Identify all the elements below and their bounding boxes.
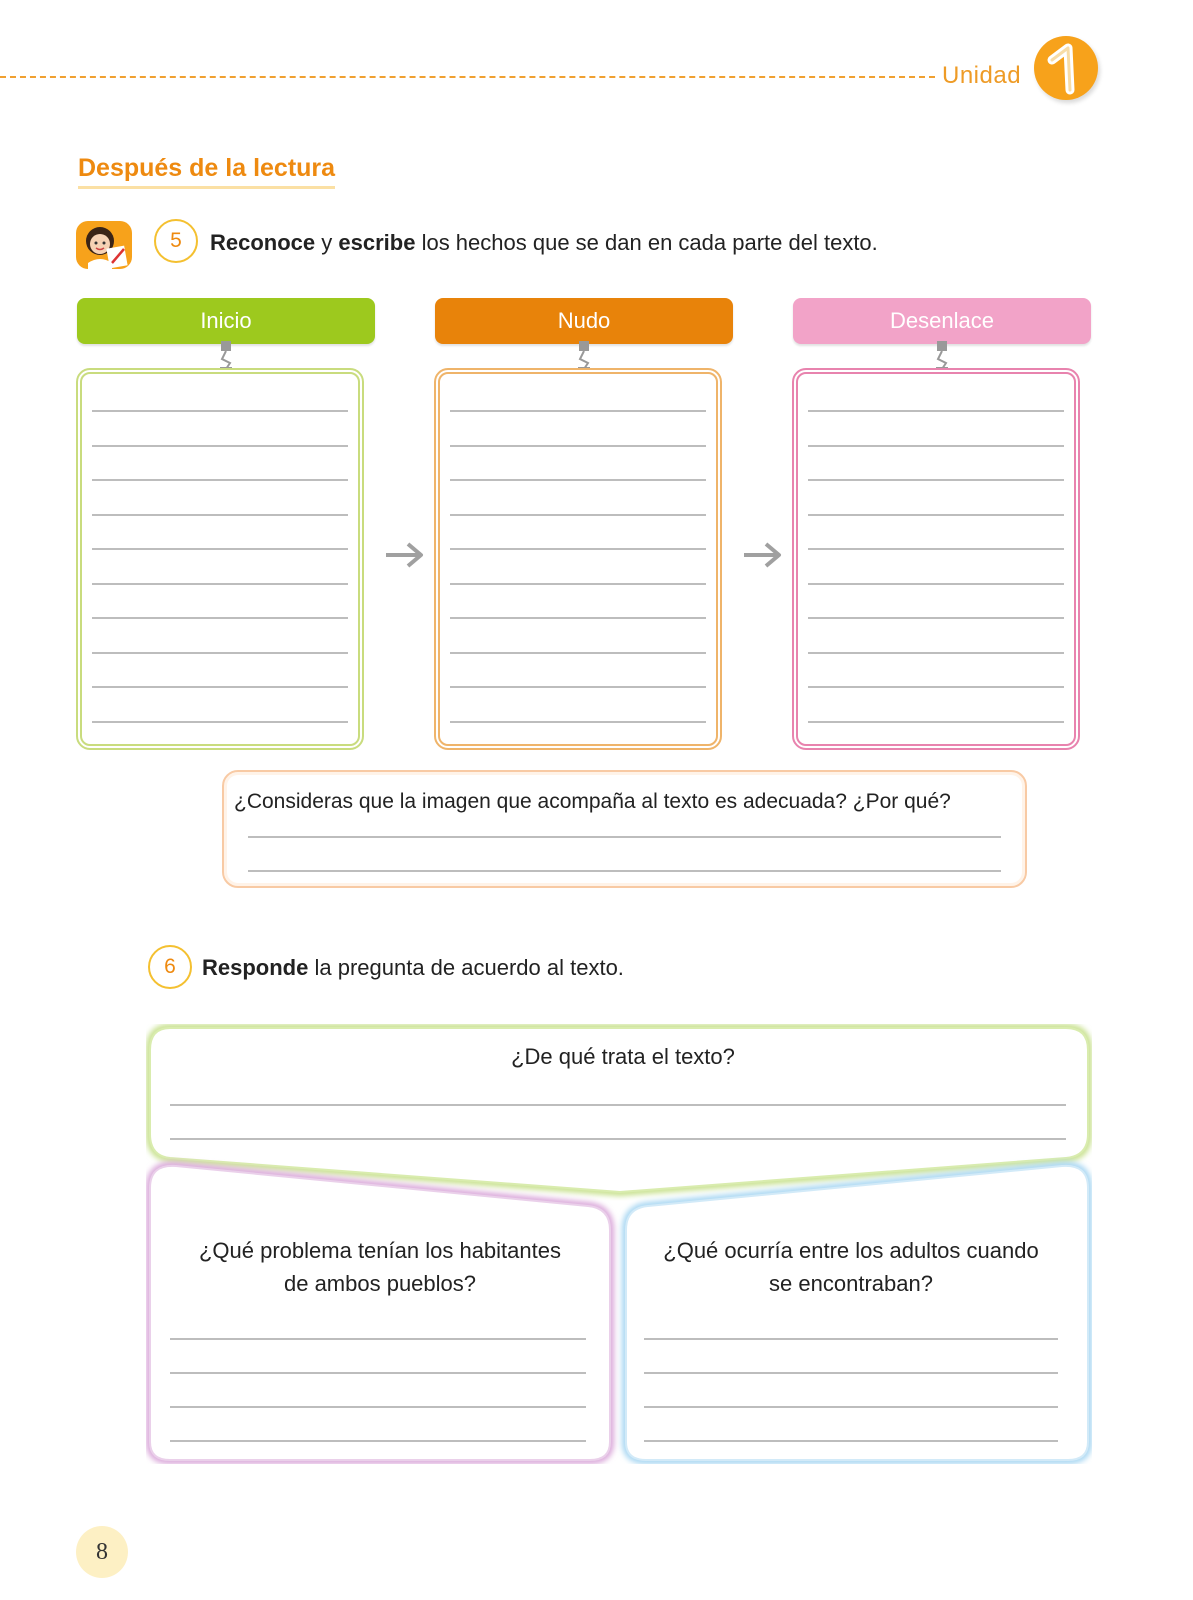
instruction-connector: y <box>315 230 339 255</box>
left-question-text <box>160 1234 600 1300</box>
answer-line[interactable] <box>450 445 706 447</box>
instruction-rest: los hechos que se dan en cada parte del texto. <box>415 230 878 255</box>
answer-line[interactable] <box>450 548 706 550</box>
answer-line[interactable] <box>450 479 706 481</box>
answer-line[interactable] <box>248 836 1001 838</box>
page-number: 8 <box>76 1526 128 1578</box>
answer-line[interactable] <box>170 1406 586 1408</box>
answer-line[interactable] <box>644 1406 1058 1408</box>
answer-line[interactable] <box>808 410 1064 412</box>
instruction-verb-respond: Responde <box>202 955 309 980</box>
instruction-rest: la pregunta de acuerdo al texto. <box>308 955 624 980</box>
answer-line[interactable] <box>92 686 348 688</box>
header-dashed-line <box>0 76 935 78</box>
exercise-5-number: 5 <box>154 219 198 263</box>
answer-line[interactable] <box>808 514 1064 516</box>
right-question-line-1: ¿Qué ocurría entre los adultos cuando <box>663 1238 1039 1263</box>
answer-line[interactable] <box>92 652 348 654</box>
answer-line[interactable] <box>450 686 706 688</box>
arrow-right-icon <box>742 540 784 570</box>
answer-line[interactable] <box>92 721 348 723</box>
answer-line[interactable] <box>808 686 1064 688</box>
exercise-6-instruction <box>202 955 624 981</box>
answer-line[interactable] <box>170 1372 586 1374</box>
answer-line[interactable] <box>170 1440 586 1442</box>
tab-nudo: Nudo <box>435 298 733 344</box>
exercise-5-instruction <box>210 230 878 256</box>
arrow-right-icon <box>384 540 426 570</box>
answer-line[interactable] <box>808 445 1064 447</box>
answer-line[interactable] <box>450 583 706 585</box>
answer-line[interactable] <box>248 870 1001 872</box>
answer-line[interactable] <box>450 617 706 619</box>
answer-line[interactable] <box>92 445 348 447</box>
unit-number-icon <box>1034 36 1098 100</box>
answer-line[interactable] <box>450 410 706 412</box>
image-question-text: ¿Consideras que la imagen que acompaña al texto es adecuada? ¿Por qué? <box>234 790 951 813</box>
nudo-writing-box[interactable] <box>434 368 722 750</box>
unit-badge <box>1034 36 1098 100</box>
answer-line[interactable] <box>170 1104 1066 1106</box>
answer-line[interactable] <box>808 479 1064 481</box>
answer-line[interactable] <box>808 652 1064 654</box>
answer-line[interactable] <box>170 1138 1066 1140</box>
left-question-line-2: de ambos pueblos? <box>283 1271 477 1296</box>
tab-desenlace: Desenlace <box>793 298 1091 344</box>
inicio-writing-box[interactable] <box>76 368 364 750</box>
answer-line[interactable] <box>808 721 1064 723</box>
answer-line[interactable] <box>644 1372 1058 1374</box>
answer-line[interactable] <box>450 514 706 516</box>
tab-inicio: Inicio <box>77 298 375 344</box>
answer-line[interactable] <box>450 721 706 723</box>
answer-line[interactable] <box>92 583 348 585</box>
right-question-text <box>626 1234 1076 1300</box>
answer-line[interactable] <box>450 652 706 654</box>
student-writing-icon <box>74 219 134 271</box>
right-question-line-2: se encontraban? <box>769 1271 933 1296</box>
image-question-box[interactable] <box>222 770 1027 888</box>
answer-line[interactable] <box>644 1440 1058 1442</box>
answer-line[interactable] <box>92 617 348 619</box>
answer-line[interactable] <box>644 1338 1058 1340</box>
answer-line[interactable] <box>92 514 348 516</box>
exercise-6-number: 6 <box>148 945 192 989</box>
answer-line[interactable] <box>808 617 1064 619</box>
desenlace-writing-box[interactable] <box>792 368 1080 750</box>
answer-line[interactable] <box>92 479 348 481</box>
main-question-text: ¿De qué trata el texto? <box>511 1044 735 1069</box>
answer-line[interactable] <box>808 548 1064 550</box>
answer-line[interactable] <box>808 583 1064 585</box>
left-question-line-1: ¿Qué problema tenían los habitantes <box>198 1238 561 1263</box>
unit-label: Unidad <box>942 62 1022 89</box>
answer-line[interactable] <box>92 548 348 550</box>
answer-line[interactable] <box>170 1338 586 1340</box>
answer-line[interactable] <box>92 410 348 412</box>
instruction-verb-recognize: Reconoce <box>210 230 316 255</box>
instruction-verb-write: escribe <box>338 230 416 255</box>
section-title: Después de la lectura <box>78 154 335 189</box>
